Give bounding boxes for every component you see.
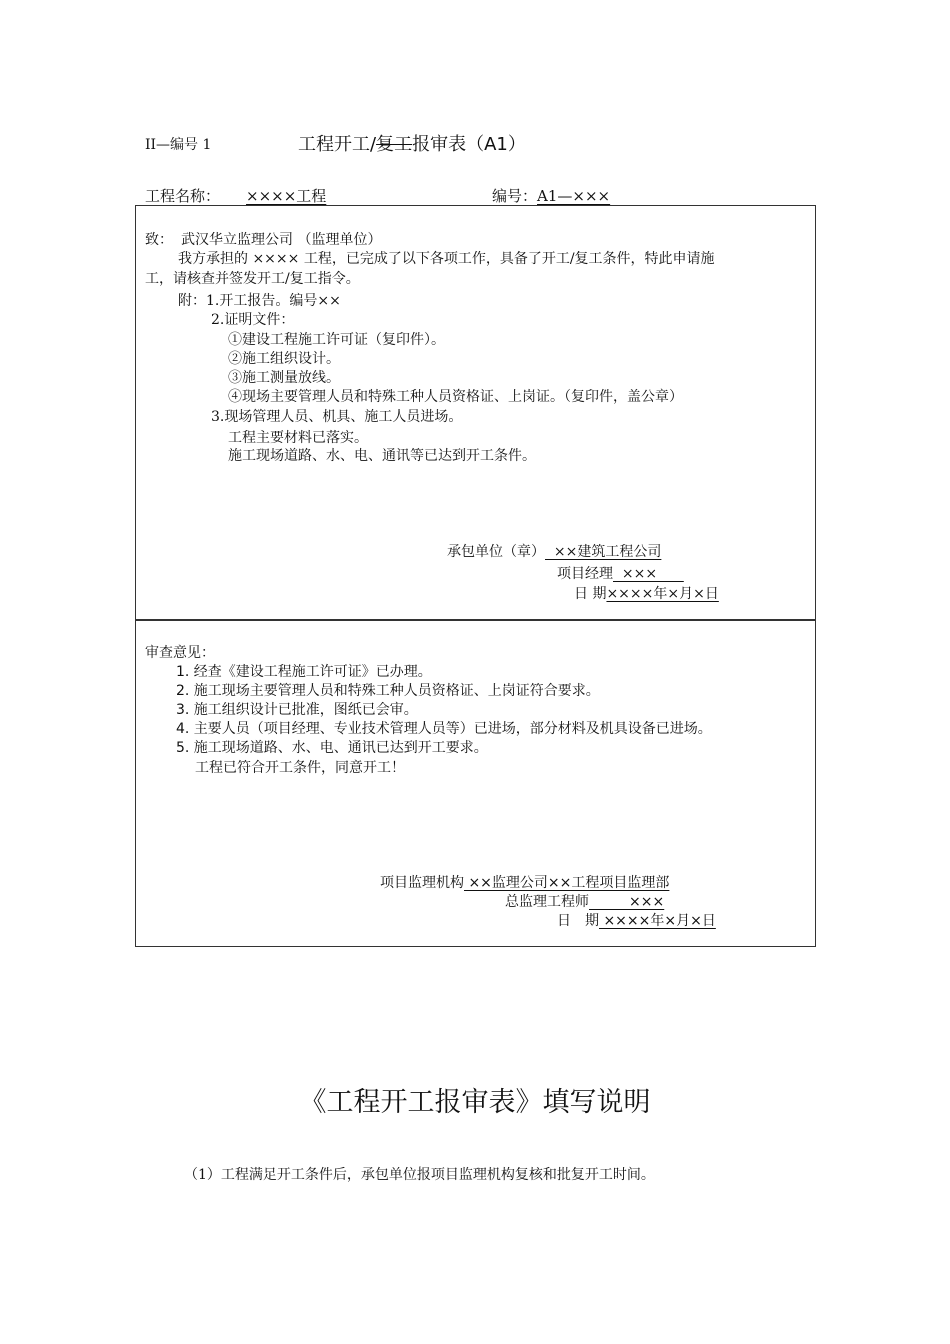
review-date-label: 日 期: [557, 913, 599, 929]
instructions-title: 《工程开工报审表》填写说明: [299, 1087, 651, 1118]
review-item-2: 2. 施工现场主要管理人员和特殊工种人员资格证、上岗证符合要求。: [176, 683, 600, 699]
attachment-2c: ③施工测量放线。: [228, 370, 340, 386]
manager-row: [557, 563, 684, 583]
addressee-value: 武汉华立监理公司 （监理单位）: [181, 232, 382, 248]
contractor-row: [447, 541, 661, 561]
review-item-1: 1. 经查《建设工程施工许可证》已办理。: [176, 664, 432, 680]
manager-value: ×××: [613, 566, 684, 582]
review-conclusion: 工程已符合开工条件，同意开工！: [195, 760, 405, 776]
review-date-value: ××××年×月×日: [599, 913, 716, 929]
review-item-4: 4. 主要人员（项目经理、专业技术管理人员等）已进场，部分材料及机具设备已进场。: [176, 721, 712, 737]
review-item-5: 5. 施工现场道路、水、电、通讯已达到开工要求。: [176, 740, 488, 756]
project-number-value: A1—×××: [537, 187, 611, 205]
addressee: [145, 229, 381, 249]
application-date-value: ××××年×月×日: [606, 586, 719, 602]
application-date-row: [574, 583, 719, 603]
attachment-1: 附：1.开工报告。编号××: [178, 293, 341, 309]
project-name-value: ××××工程: [246, 187, 327, 205]
attachment-3: 3.现场管理人员、机具、施工人员进场。: [211, 409, 463, 425]
chief-engineer-value: ×××: [589, 894, 665, 910]
supervision-org-label: 项目监理机构: [380, 875, 464, 891]
form-code: II—编号 1: [145, 137, 212, 153]
project-number-row: [492, 185, 610, 206]
project-name-row: [145, 185, 504, 206]
project-number-label: 编号：: [492, 187, 538, 205]
application-body-line2: 工，请核查并签发开工/复工指令。: [145, 271, 360, 287]
form-title: [298, 130, 526, 156]
chief-engineer-label: 总监理工程师: [505, 894, 589, 910]
addressee-label: 致：: [145, 232, 173, 248]
form-title-part2: 复工: [376, 134, 413, 155]
attachment-2b: ②施工组织设计。: [228, 351, 340, 367]
review-date-row: [557, 910, 716, 930]
project-name-label: 工程名称：: [145, 187, 221, 205]
attachment-3b: 施工现场道路、水、电、通讯等已达到开工条件。: [228, 448, 536, 464]
application-body-line1: 我方承担的 ×××× 工程，已完成了以下各项工作，具备了开工/复工条件，特此申请施: [178, 251, 715, 267]
attachment-2d: ④现场主要管理人员和特殊工种人员资格证、上岗证。（复印件，盖公章）: [228, 389, 683, 405]
contractor-value: ××建筑工程公司: [545, 544, 662, 560]
instructions-item-1: （1）工程满足开工条件后，承包单位报项目监理机构复核和批复开工时间。: [184, 1167, 655, 1183]
attachment-3a: 工程主要材料已落实。: [228, 430, 368, 446]
attachment-2a: ①建设工程施工许可证（复印件）。: [228, 332, 445, 348]
review-label: 审查意见：: [145, 645, 215, 661]
supervision-org-row: [380, 872, 669, 892]
review-item-3: 3. 施工组织设计已批准，图纸已会审。: [176, 702, 418, 718]
manager-label: 项目经理: [557, 566, 613, 582]
attachment-2: 2.证明文件：: [211, 312, 295, 328]
form-title-part3: 报审表（A1）: [412, 134, 526, 155]
supervision-org-value: ××监理公司××工程项目监理部: [464, 875, 670, 891]
contractor-label: 承包单位（章）: [447, 544, 545, 560]
chief-engineer-row: [505, 891, 664, 911]
form-title-part1: 工程开工/: [298, 134, 377, 155]
application-date-label: 日 期: [574, 586, 607, 602]
